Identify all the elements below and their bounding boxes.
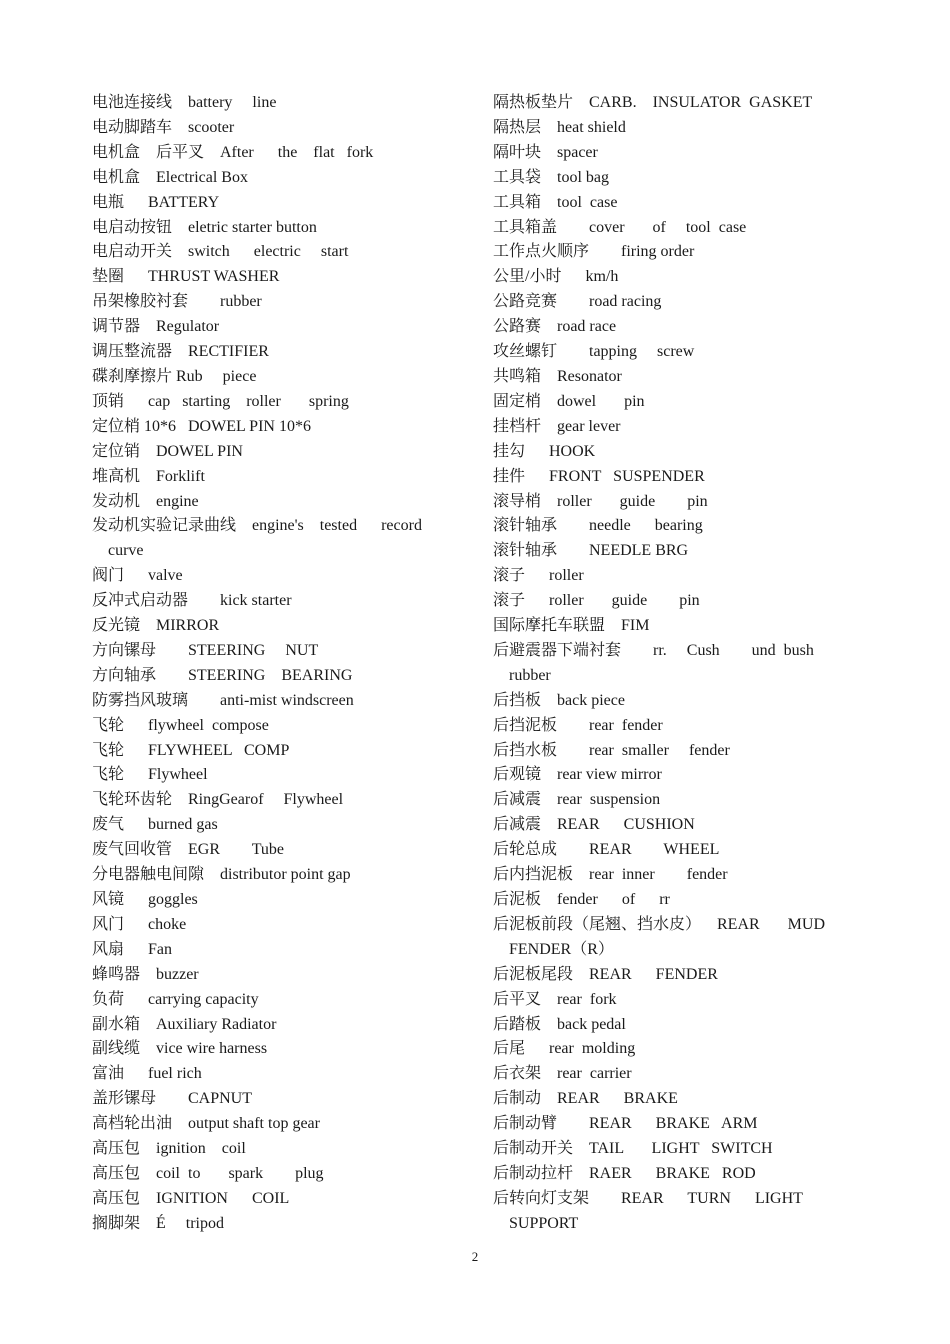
glossary-entry: 防雾挡风玻璃 anti-mist windscreen xyxy=(92,691,354,709)
glossary-entry: 电池连接线 battery line xyxy=(92,94,277,111)
glossary-entry: 电启动按钮 eletric starter button xyxy=(92,218,317,236)
glossary-entry: 工具袋 tool bag xyxy=(493,168,609,186)
glossary-entry: 电动脚踏车 scooter xyxy=(92,118,235,136)
glossary-entry: 后泥板前段（尾翘、挡水皮） REAR MUD FENDER（R） xyxy=(493,915,826,958)
glossary-entry: 方向镙母 STEERING NUT xyxy=(92,641,319,659)
glossary-entry: 隔热板垫片 CARB. INSULATOR GASKET xyxy=(493,94,813,111)
glossary-entry: 工作点火顺序 firing order xyxy=(493,243,695,261)
glossary-entry: 后轮总成 REAR WHEEL xyxy=(493,841,720,859)
glossary-entry: 后制动臂 REAR BRAKE ARM xyxy=(493,1115,758,1133)
glossary-entry: 电启动开关 switch electric start xyxy=(92,243,349,261)
glossary-entry: 高压包 coil to spark plug xyxy=(92,1164,324,1182)
glossary-entry: 固定梢 dowel pin xyxy=(493,392,645,410)
glossary-entry: 风镜 goggles xyxy=(92,891,198,908)
glossary-entry: 后避震器下端衬套 rr. Cush und bush rubber xyxy=(493,641,814,684)
glossary-entry: 副线缆 vice wire harness xyxy=(92,1040,268,1058)
glossary-entry: 电瓶 BATTERY xyxy=(92,193,220,211)
glossary-entry: 废气 burned gas xyxy=(92,816,218,834)
page-number: 2 xyxy=(471,1249,479,1264)
glossary-entry: 高档轮出油 output shaft top gear xyxy=(92,1115,320,1133)
glossary-entry: 蜂鸣器 buzzer xyxy=(92,965,199,983)
glossary-entry: 堆高机 Forklift xyxy=(92,467,205,485)
glossary-entry: 反冲式启动器 kick starter xyxy=(92,592,292,610)
glossary-entry: 电机盒 Electrical Box xyxy=(92,168,248,186)
glossary-entry: 发动机 engine xyxy=(92,492,199,510)
glossary-entry: 挂件 FRONT SUSPENDER xyxy=(493,467,705,485)
glossary-entry: 副水箱 Auxiliary Radiator xyxy=(92,1015,277,1033)
glossary-entry: 公里/小时 km/h xyxy=(493,268,619,286)
glossary-entry: 顶销 cap starting roller spring xyxy=(92,392,349,410)
glossary-entry: 富油 fuel rich xyxy=(92,1065,202,1083)
glossary-entry: 发动机实验记录曲线 engine's tested record curve xyxy=(92,517,422,560)
glossary-entry: 挂勾 HOOK xyxy=(493,442,596,460)
glossary-entry: 碟刹摩擦片 Rub piece xyxy=(92,367,257,385)
glossary-entry: 后挡泥板 rear fender xyxy=(493,716,663,734)
glossary-entry: 滚导梢 roller guide pin xyxy=(493,492,708,510)
glossary-entry: 后泥板尾段 REAR FENDER xyxy=(493,965,718,983)
glossary-entry: 后制动开关 TAIL LIGHT SWITCH xyxy=(493,1140,773,1158)
glossary-entry: 定位梢 10*6 DOWEL PIN 10*6 xyxy=(92,417,311,435)
glossary-entry: 搁脚架 É tripod xyxy=(92,1214,224,1232)
glossary-entry: 工具箱 tool case xyxy=(493,193,618,211)
glossary-entry: 后挡板 back piece xyxy=(493,691,625,709)
glossary-entry: 风门 choke xyxy=(92,915,187,933)
glossary-entry: 攻丝螺钉 tapping screw xyxy=(493,343,695,361)
glossary-entry: 调节器 Regulator xyxy=(92,318,220,336)
glossary-entry: 工具箱盖 cover of tool case xyxy=(493,218,747,236)
glossary-entry: 滚子 roller guide pin xyxy=(493,592,700,610)
glossary-entry: 公路竞赛 road racing xyxy=(493,293,662,311)
glossary-entry: 分电器触电间隙 distributor point gap xyxy=(92,866,351,884)
glossary-entry: 风扇 Fan xyxy=(92,940,173,958)
glossary-entry: 飞轮 Flywheel xyxy=(92,766,208,784)
glossary-entry: 后制动 REAR BRAKE xyxy=(493,1090,678,1108)
glossary-entry: 后踏板 back pedal xyxy=(493,1015,626,1033)
glossary-entry: 反光镜 MIRROR xyxy=(92,617,220,635)
glossary-entry: 垫圈 THRUST WASHER xyxy=(92,268,280,286)
glossary-entry: 后泥板 fender of rr xyxy=(493,891,670,908)
glossary-entry: 废气回收管 EGR Tube xyxy=(92,841,285,859)
glossary-entry: 共鸣箱 Resonator xyxy=(493,367,622,385)
glossary-entry: 后平叉 rear fork xyxy=(493,990,617,1008)
glossary-entry: 方向轴承 STEERING BEARING xyxy=(92,666,353,684)
glossary-entry: 负荷 carrying capacity xyxy=(92,990,259,1008)
glossary-entry: 后转向灯支架 REAR TURN LIGHT SUPPORT xyxy=(493,1189,803,1232)
glossary-entry: 国际摩托车联盟 FIM xyxy=(493,617,650,635)
glossary-entry: 挂档杆 gear lever xyxy=(493,417,621,435)
glossary-entry: 阀门 valve xyxy=(92,567,183,585)
glossary-entry: 飞轮 flywheel compose xyxy=(92,716,269,734)
glossary-entry: 后观镜 rear view mirror xyxy=(493,766,662,784)
glossary-entry: 滚针轴承 needle bearing xyxy=(493,517,703,535)
glossary-entry: 后减震 REAR CUSHION xyxy=(493,816,695,834)
glossary-entry: 滚针轴承 NEEDLE BRG xyxy=(493,542,689,560)
glossary-entry: 后尾 rear molding xyxy=(493,1040,636,1058)
glossary-entry: 高压包 ignition coil xyxy=(92,1140,246,1158)
glossary-entry: 定位销 DOWEL PIN xyxy=(92,442,243,460)
glossary-entry: 公路赛 road race xyxy=(493,318,617,336)
glossary-entry: 盖形镙母 CAPNUT xyxy=(92,1090,253,1108)
right-column xyxy=(493,91,838,1237)
glossary-entry: 后衣架 rear carrier xyxy=(493,1065,632,1083)
glossary-entry: 后减震 rear suspension xyxy=(493,791,661,809)
glossary-entry: 高压包 IGNITION COIL xyxy=(92,1189,290,1207)
glossary-entry: 飞轮环齿轮 RingGearof Flywheel xyxy=(92,791,344,809)
glossary-entry: 飞轮 FLYWHEEL COMP xyxy=(92,741,290,759)
glossary-entry: 后内挡泥板 rear inner fender xyxy=(493,866,728,884)
glossary-entry: 后挡水板 rear smaller fender xyxy=(493,741,730,759)
glossary-entry: 后制动拉杆 RAER BRAKE ROD xyxy=(493,1164,756,1182)
left-column xyxy=(92,91,452,1237)
glossary-entry: 电机盒 后平叉 After the flat fork xyxy=(92,143,374,161)
glossary-entry: 隔叶块 spacer xyxy=(493,143,598,161)
glossary-entry: 吊架橡胶衬套 rubber xyxy=(92,293,262,311)
glossary-entry: 调压整流器 RECTIFIER xyxy=(92,343,269,361)
glossary-entry: 滚子 roller xyxy=(493,567,584,585)
glossary-entry: 隔热层 heat shield xyxy=(493,118,626,136)
